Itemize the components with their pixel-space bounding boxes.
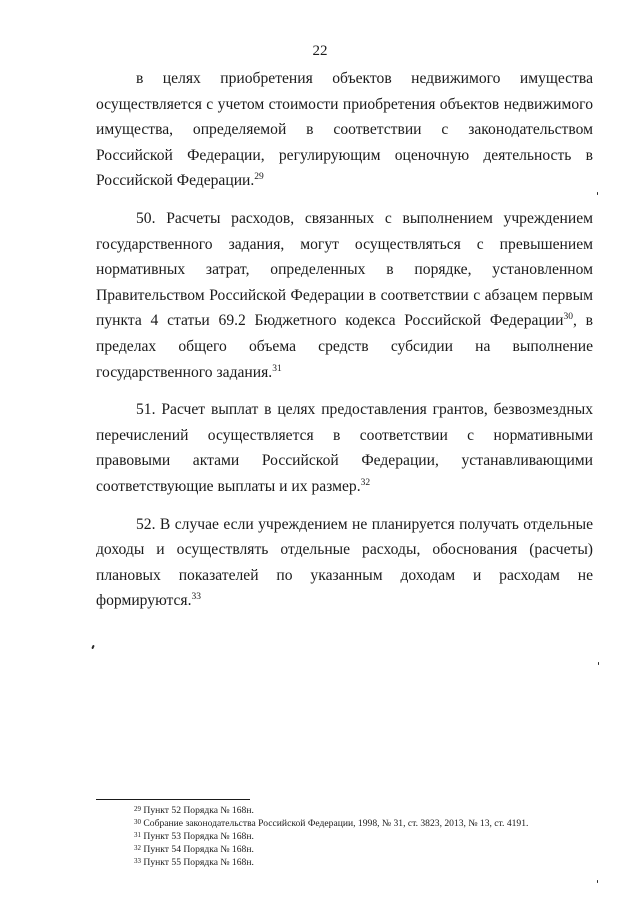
paragraph-text: 52. В случае если учреждением не планируется получать отдельные доходы и осуществлять отдельные расходы, обоснования (расчеты) плановых показателей по указанным доходам и расходам не формируются.: [96, 515, 593, 610]
footnote-item: [134, 830, 614, 843]
footnote-number: 29: [134, 805, 141, 813]
footnote-number: 30: [134, 818, 141, 826]
footnote-reference: 31: [272, 363, 282, 374]
footnote-reference: 29: [254, 172, 264, 183]
document-body: [96, 66, 593, 614]
footnote-text: Пункт 54 Порядка № 168н.: [143, 844, 254, 855]
paragraph-52: [96, 512, 593, 614]
footnote-number: 31: [134, 831, 141, 839]
scan-speck: [597, 192, 598, 195]
footnote-item: [134, 856, 614, 869]
footnote-number: 32: [134, 844, 141, 852]
paragraph-51: [96, 397, 593, 499]
footnote-item: [134, 804, 614, 817]
scan-speck: [597, 880, 598, 883]
footnote-text: Пункт 55 Порядка № 168н.: [143, 857, 254, 868]
footnote-item: [134, 843, 614, 856]
paragraph-text: в целях приобретения объектов недвижимого имущества осуществляется с учетом стоимости приобретения объектов недвижимого имущества, определяемой в соответствии с законодательством Российской Федерации, регулирующим оценочную деятельность в Российской Федерации.: [96, 70, 593, 190]
footnote-text: Пункт 53 Порядка № 168н.: [143, 831, 254, 842]
page-number: 22: [312, 43, 328, 59]
scan-speck: [91, 645, 95, 649]
footnote-separator: [96, 799, 250, 800]
footnote-text: Пункт 52 Порядка № 168н.: [143, 805, 254, 816]
footnote-reference: 32: [360, 477, 371, 488]
footnotes: [134, 804, 614, 869]
footnote-number: 33: [134, 857, 141, 865]
footnote-item: [134, 817, 614, 830]
footnote-reference: 30: [563, 312, 573, 323]
paragraph-text: 51. Расчет выплат в целях предоставления грантов, безвозмездных перечислений осуществляется в соответствии с нормативными правовыми актами Российской Федерации, устанавливающими соответствующие выплаты и их размер.: [96, 401, 593, 495]
footnote-reference: 33: [191, 592, 202, 603]
scan-speck: [598, 662, 599, 665]
paragraph-text: 50. Расчеты расходов, связанных с выполнением учреждением государственного задания, могут осуществляться с превышением нормативных затрат, определенных в порядке, установленном Правительством Российской Федерации в соответствии с абзацем первым пункта 4 статьи 69.2 Бюджетного кодекса Российской Федерации: [96, 209, 593, 330]
paragraph-text-continued: , в пределах общего объема средств субсидии на выполнение государственного задания.: [96, 312, 593, 381]
paragraph-continuation: [96, 66, 593, 194]
footnote-text: Собрание законодательства Российской Федерации, 1998, № 31, ст. 3823, 2013, № 13, ст. 4191.: [143, 818, 529, 829]
paragraph-50: [96, 206, 593, 385]
